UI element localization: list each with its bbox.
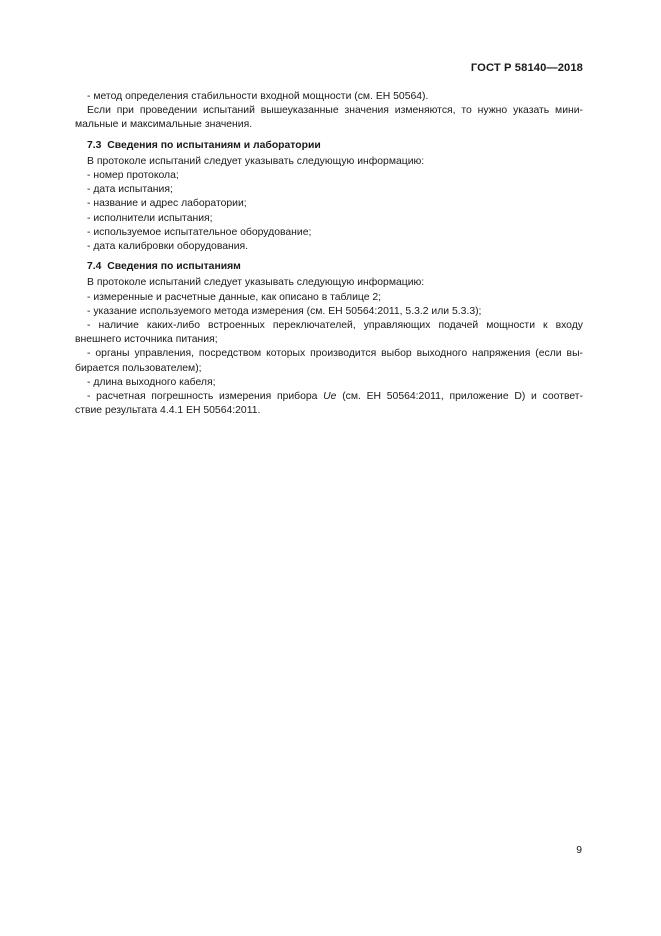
section-7-4-heading bbox=[75, 260, 583, 274]
section-7-4-number: 7.4 bbox=[87, 261, 102, 273]
page-content bbox=[75, 90, 583, 418]
section-7-3-title: Сведения по испытаниям и лаборатории bbox=[107, 139, 321, 151]
list-item: - название и адрес лаборатории; bbox=[87, 198, 247, 210]
intro-note-line-2: мальные и максимальные значения. bbox=[75, 119, 253, 131]
section-7-4-item-4-line-2: бирается пользователем); bbox=[75, 362, 202, 374]
section-7-4-item-6-line-2: ствие результата 4.4.1 ЕН 50564:2011. bbox=[75, 405, 261, 417]
document-code-header: ГОСТ Р 58140—2018 bbox=[470, 62, 583, 74]
section-7-4-item-5: - длина выходного кабеля; bbox=[87, 376, 216, 388]
list-item: - дата калибровки оборудования. bbox=[87, 241, 249, 253]
section-7-4-item-3-line-1: - наличие каких-либо встроенных переключателей, управляющих подачей мощности к входу bbox=[87, 320, 583, 332]
section-7-4-item-2: - указание используемого метода измерения (см. ЕН 50564:2011, 5.3.2 или 5.3.3); bbox=[87, 305, 482, 317]
list-item: - номер протокола; bbox=[87, 170, 179, 182]
intro-method-line: - метод определения стабильности входной мощности (см. ЕН 50564). bbox=[87, 91, 429, 102]
section-7-4-item-1: - измеренные и расчетные данные, как описано в таблице 2; bbox=[87, 291, 382, 303]
item-6-variable: Ue bbox=[323, 391, 337, 403]
section-7-4-item-6-line-1 bbox=[75, 390, 583, 404]
item-6-text-pre: - расчетная погрешность измерения прибора bbox=[87, 391, 324, 403]
section-7-3-list bbox=[75, 169, 583, 254]
list-item: - используемое испытательное оборудование; bbox=[87, 226, 312, 238]
intro-note-line-1: Если при проведении испытаний вышеуказанные значения изменяются, то нужно указать мини- bbox=[87, 105, 583, 117]
section-7-4-item-3-line-2: внешнего источника питания; bbox=[75, 334, 218, 346]
list-item: - дата испытания; bbox=[87, 184, 173, 196]
section-7-3-heading bbox=[75, 139, 583, 153]
section-7-4-item-4-line-1: - органы управления, посредством которых производится выбор выходного напряжения (если вы- bbox=[87, 348, 583, 360]
section-7-4-title: Сведения по испытаниям bbox=[107, 261, 241, 273]
item-6-text-post: (см. ЕН 50564:2011, приложение D) и соответ- bbox=[336, 391, 584, 403]
page-number: 9 bbox=[576, 845, 582, 856]
section-7-3-lead: В протоколе испытаний следует указывать следующую информацию: bbox=[87, 155, 425, 167]
section-7-4-lead: В протоколе испытаний следует указывать следующую информацию: bbox=[87, 277, 425, 289]
section-7-3-number: 7.3 bbox=[87, 139, 102, 151]
list-item: - исполнители испытания; bbox=[87, 212, 213, 224]
